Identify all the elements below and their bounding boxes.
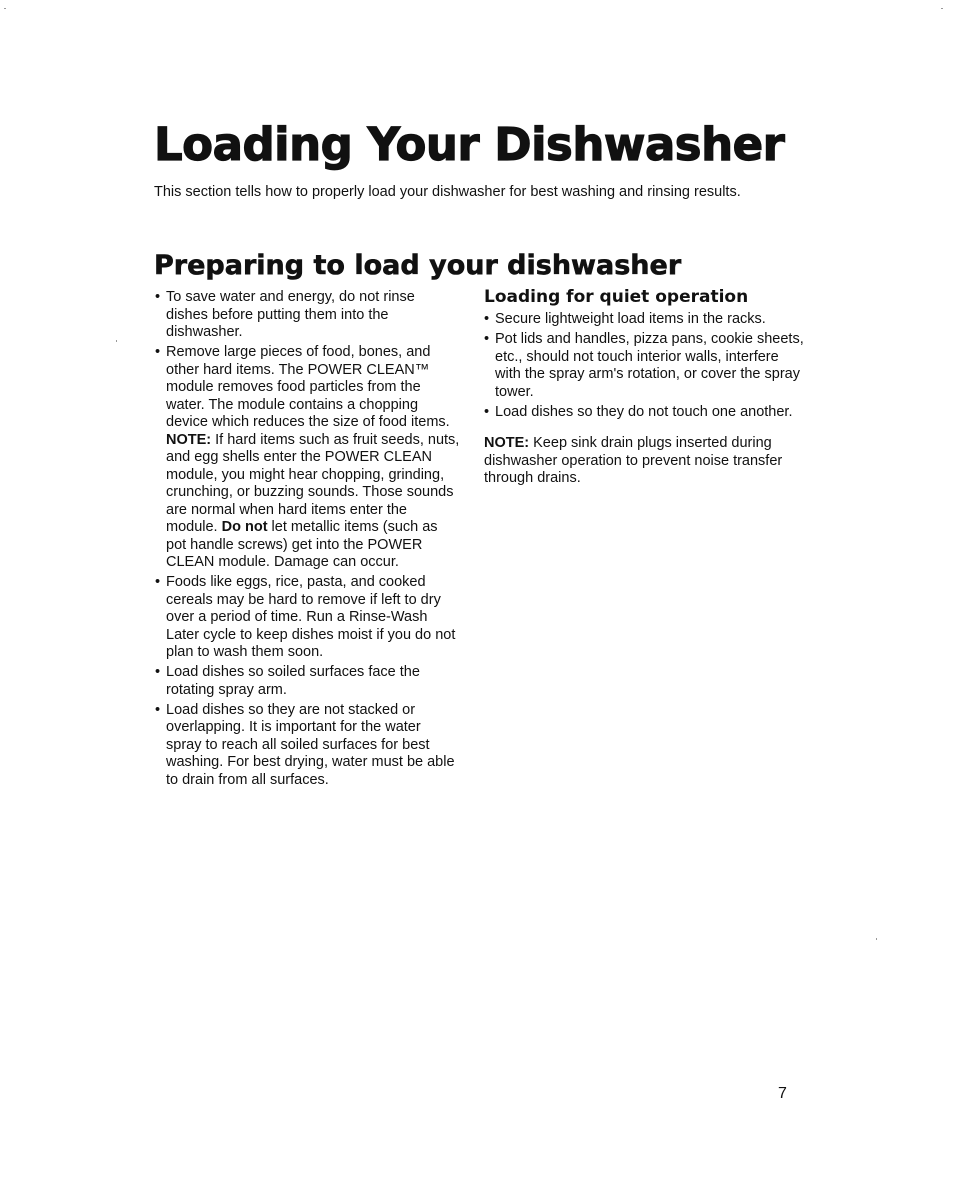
note-label: NOTE:: [484, 435, 530, 451]
list-item: [155, 344, 460, 572]
right-bullet-list: [484, 311, 804, 421]
scan-speck: [876, 938, 877, 940]
quiet-operation-heading: Loading for quiet operation: [484, 287, 749, 307]
list-item-text: Secure lightweight load items in the racks.: [495, 311, 766, 327]
note-text: Keep sink drain plugs inserted during dishwasher operation to prevent noise transfer through drains.: [484, 435, 783, 486]
power-clean-note: [166, 432, 460, 572]
left-column: [155, 289, 460, 792]
list-item: [484, 331, 804, 401]
list-item: [155, 664, 460, 699]
intro-paragraph: This section tells how to properly load your dishwasher for best washing and rinsing results.: [154, 184, 741, 200]
list-item: [484, 404, 804, 422]
list-item: [484, 311, 804, 329]
list-item-text: Load dishes so they are not stacked or overlapping. It is important for the water spray to reach all soiled surfaces for best washing. For best drying, water must be able to drain from all surfaces.: [166, 701, 455, 788]
list-item-text: Foods like eggs, rice, pasta, and cooked cereals may be hard to remove if left to dry over a period of time. Run a Rinse-Wash Later cycle to keep dishes moist if you do not plan to wash them soon.: [166, 574, 456, 660]
scan-speck: [941, 8, 943, 9]
list-item: [155, 702, 460, 790]
drain-note: [484, 435, 804, 488]
page-number: 7: [778, 1085, 787, 1102]
note-text: let metallic items (such as pot handle screws) get into the POWER CLEAN module. Damage can occur.: [166, 519, 438, 570]
scan-speck: [4, 8, 6, 9]
section-title: Preparing to load your dishwasher: [154, 250, 682, 281]
left-bullet-list: [155, 289, 460, 789]
list-item-text: Pot lids and handles, pizza pans, cookie sheets, etc., should not touch interior walls, interfere with the spray arm's rotation, or cover the spray tower.: [495, 331, 804, 400]
page-title: Loading Your Dishwasher: [154, 118, 785, 171]
scan-speck: [116, 340, 117, 342]
list-item: [155, 574, 460, 662]
list-item-text: To save water and energy, do not rinse dishes before putting them into the dishwasher.: [166, 289, 415, 340]
note-label: NOTE:: [166, 431, 212, 448]
list-item-text: Load dishes so they do not touch one another.: [495, 403, 793, 420]
list-item-text: Load dishes so soiled surfaces face the rotating spray arm.: [166, 664, 420, 698]
note-emphasis: Do not: [221, 519, 268, 535]
list-item-text: Remove large pieces of food, bones, and other hard items. The POWER CLEAN™ module removes food particles from the water. The module contains a chopping device which reduces the size of food items.: [166, 344, 450, 430]
note-text: If hard items such as fruit seeds, nuts, and egg shells enter the POWER CLEAN module, you might hear chopping, grinding, crunching, or buzzing sounds. Those sounds are normal when hard items enter the module.: [166, 431, 460, 535]
right-column: [484, 287, 804, 502]
list-item: [155, 289, 460, 342]
